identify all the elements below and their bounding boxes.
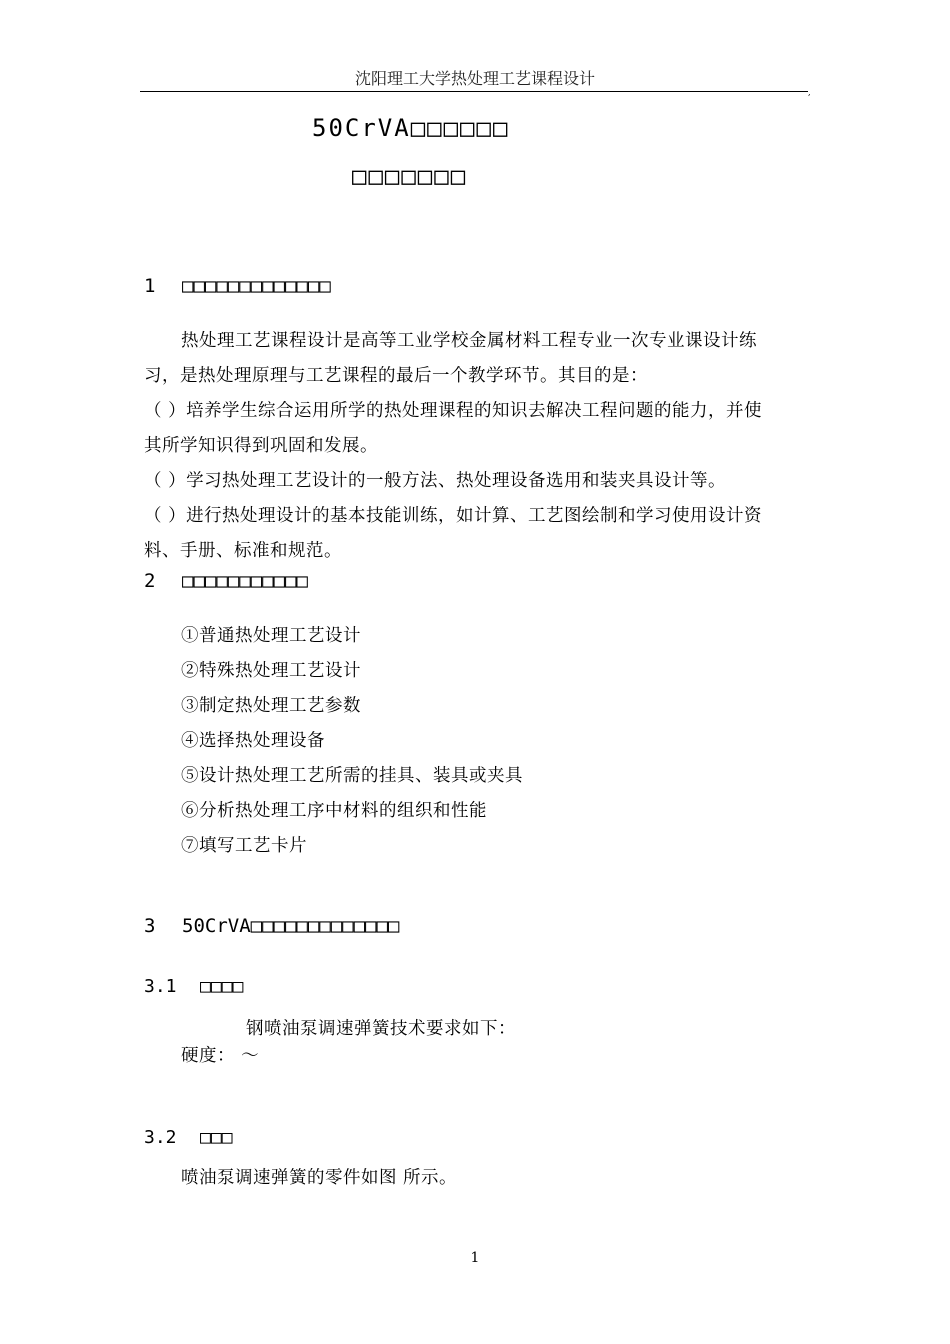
subsection-3-1-title: □□□□ <box>200 976 244 997</box>
subsection-3-2-heading <box>144 1127 233 1148</box>
document-title-line1: 50CrVA□□□□□□ <box>312 114 510 142</box>
section-3-number: 3 <box>144 915 156 937</box>
section-1-item2-line1: （ ）学习热处理工艺设计的一般方法、热处理设备选用和装夹具设计等。 <box>144 471 727 491</box>
section-2-item: ④选择热处理设备 <box>181 731 325 751</box>
section-2-item: ⑥分析热处理工序中材料的组织和性能 <box>181 801 487 821</box>
section-1-item3-line2: 料、手册、标准和规范。 <box>144 541 342 561</box>
section-3-heading <box>144 915 399 937</box>
section-1-item1-line2: 其所学知识得到巩固和发展。 <box>144 436 378 456</box>
section-2-item: ②特殊热处理工艺设计 <box>181 661 361 681</box>
section-1-title: □□□□□□□□□□□□□ <box>182 275 331 297</box>
section-2-title: □□□□□□□□□□□ <box>182 570 308 592</box>
header-rule <box>140 91 808 92</box>
header-rule-mark: , <box>808 88 811 97</box>
section-1-heading <box>144 275 331 297</box>
section-2-item: ③制定热处理工艺参数 <box>181 696 361 716</box>
section-1-item1-line1: （ ）培养学生综合运用所学的热处理课程的知识去解决工程问题的能力，并使 <box>144 401 763 421</box>
section-2-item: ①普通热处理工艺设计 <box>181 626 361 646</box>
section-2-number: 2 <box>144 570 156 592</box>
section-1-item3-line1: （ ）进行热处理设计的基本技能训练，如计算、工艺图绘制和学习使用设计资 <box>144 506 763 526</box>
section-2-item: ⑦填写工艺卡片 <box>181 836 307 856</box>
section-1-para-line1: 热处理工艺课程设计是高等工业学校金属材料工程专业一次专业课设计练 <box>181 331 757 351</box>
subsection-3-2-line1: 喷油泵调速弹簧的零件如图 所示。 <box>181 1168 458 1188</box>
subsection-3-2-number: 3.2 <box>144 1127 177 1148</box>
section-1-para-line2: 习，是热处理原理与工艺课程的最后一个教学环节。其目的是： <box>144 366 648 386</box>
subsection-3-2-title: □□□ <box>200 1127 233 1148</box>
subsection-3-1-hardness: 硬度： ～ <box>181 1046 260 1066</box>
document-title-line2: □□□□□□□ <box>352 162 468 190</box>
section-3-title: 50CrVA□□□□□□□□□□□□□ <box>182 915 400 937</box>
subsection-3-1-number: 3.1 <box>144 976 177 997</box>
section-2-heading <box>144 570 308 592</box>
running-header: 沈阳理工大学热处理工艺课程设计 <box>354 69 595 88</box>
page-number: 1 <box>470 1250 480 1266</box>
section-2-item: ⑤设计热处理工艺所需的挂具、装具或夹具 <box>181 766 523 786</box>
subsection-3-1-heading <box>144 976 243 997</box>
section-1-number: 1 <box>144 275 156 297</box>
subsection-3-1-line1: 钢喷油泵调速弹簧技术要求如下： <box>246 1019 516 1039</box>
